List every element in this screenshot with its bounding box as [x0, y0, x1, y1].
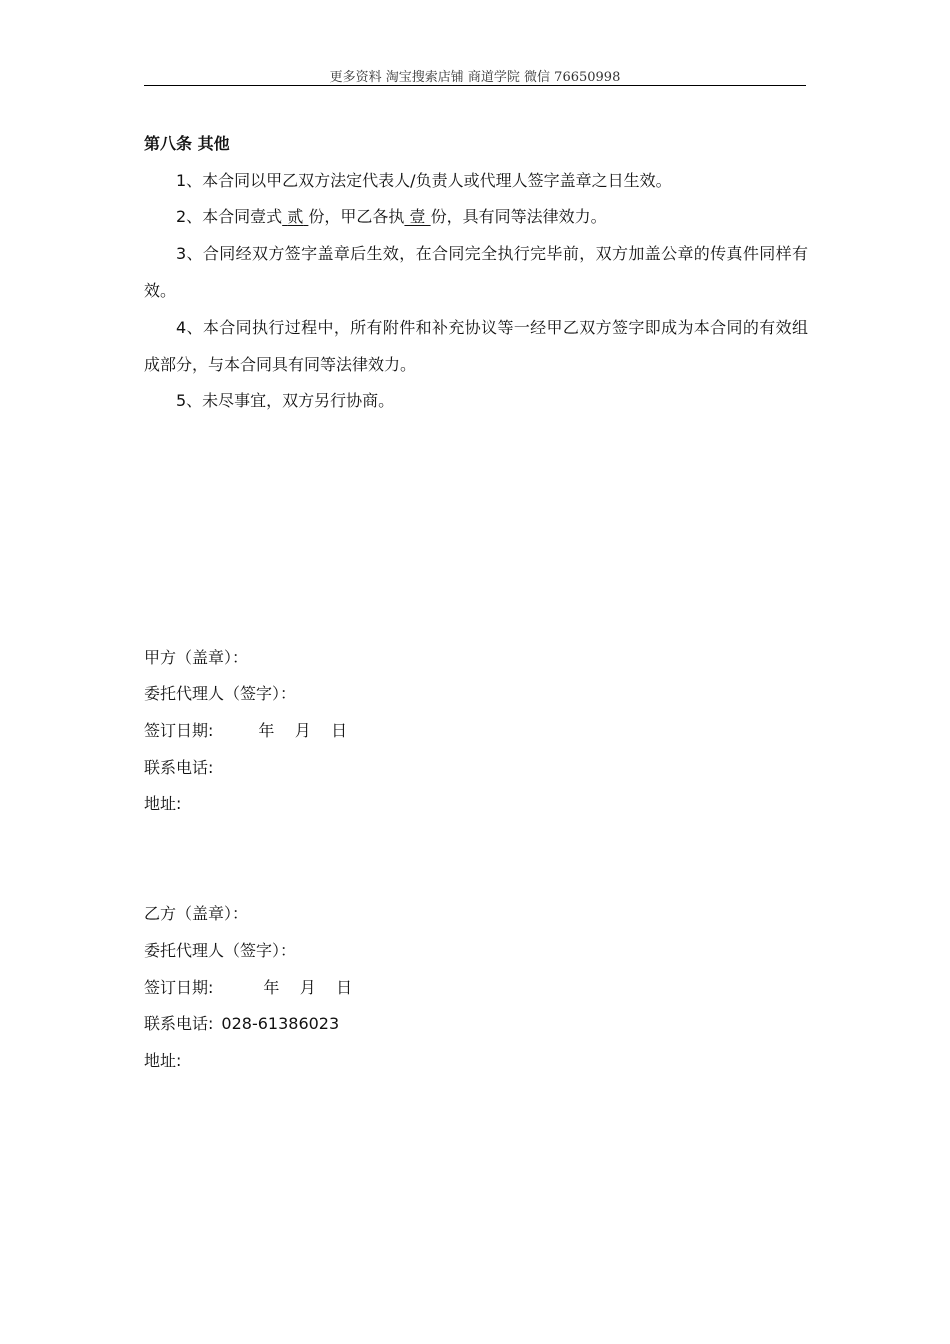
party-a-date-label: 签订日期:	[144, 721, 214, 740]
clause-2	[144, 198, 808, 235]
party-b-date-fill: 年 月 日	[263, 978, 353, 997]
party-b-phone-label: 联系电话:	[144, 1014, 214, 1033]
clause-2-suffix: 份，具有同等法律效力。	[430, 207, 607, 226]
clause-2-mid: 份，甲乙各执	[308, 207, 405, 226]
party-a-address: 地址:	[144, 794, 182, 813]
party-b-seal: 乙方（盖章）：	[144, 904, 249, 923]
party-b-address: 地址:	[144, 1051, 182, 1070]
article-title: 第八条 其他	[144, 134, 230, 153]
clause-2-copies: 贰	[287, 207, 304, 226]
clause-2-each: 壹	[409, 207, 426, 226]
party-a-seal: 甲方（盖章）：	[144, 648, 249, 667]
clause-4: 4、本合同执行过程中，所有附件和补充协议等一经甲乙双方签字即成为本合同的有效组成部分，与本合同具有同等法律效力。	[144, 318, 808, 374]
party-b-agent: 委托代理人（签字）：	[144, 941, 297, 960]
party-a-agent: 委托代理人（签字）：	[144, 684, 297, 703]
party-b-date	[144, 969, 352, 1006]
clause-2-prefix: 2、本合同壹式	[176, 207, 283, 226]
clause-1: 1、本合同以甲乙双方法定代表人/负责人或代理人签字盖章之日生效。	[176, 171, 672, 190]
party-a-date-fill: 年 月 日	[258, 721, 348, 740]
clause-5: 5、未尽事宜，双方另行协商。	[176, 391, 395, 410]
page-header: 更多资料 淘宝搜索店铺 商道学院 微信 76650998	[329, 70, 621, 85]
clause-3: 3、合同经双方签字盖章后生效，在合同完全执行完毕前，双方加盖公章的传真件同样有效。	[144, 244, 808, 300]
party-a-phone: 联系电话:	[144, 758, 214, 777]
header-divider	[144, 85, 806, 86]
party-b-phone-value: 028-61386023	[221, 1014, 340, 1033]
party-b-phone	[144, 1005, 339, 1042]
party-a-date	[144, 712, 347, 749]
party-b-date-label: 签订日期:	[144, 978, 214, 997]
